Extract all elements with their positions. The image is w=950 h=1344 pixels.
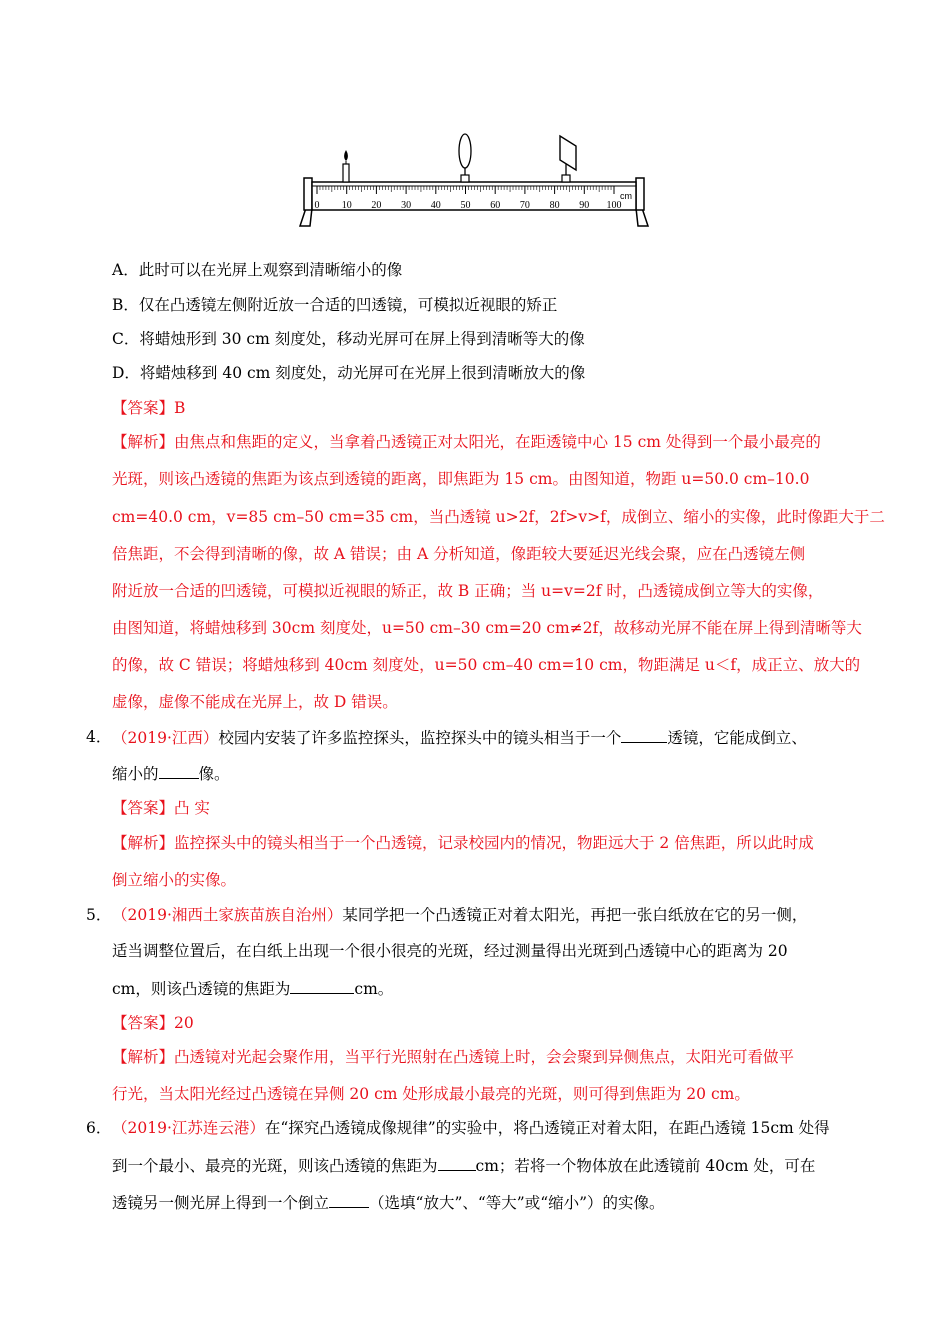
option-b: B．仅在凸透镜左侧附近放一合适的凹透镜，可模拟近视眼的矫正 [112,296,558,314]
q3-analysis-line: 光斑，则该凸透镜的焦距为该点到透镜的距离，即焦距为 15 cm。由图知道，物距 u=50.0 cm–10.0 [112,470,810,488]
q3-analysis-line: 虚像，虚像不能成在光屏上，故 D 错误。 [112,693,398,711]
scale-tick-label: 70 [519,200,530,211]
q3-analysis-line: 的像，故 C 错误；将蜡烛移到 40cm 刻度处，u=50 cm–40 cm=10 cm，物距满足 u＜f，成正立、放大的 [112,656,861,674]
scale-tick-label: 60 [490,200,501,211]
q5-stem-line3: cm，则该凸透镜的焦距为 cm。 [112,980,394,998]
scale-tick-label: 20 [371,200,382,211]
q5-stem-line1: （2019·湘西土家族苗族自治州）某同学把一个凸透镜正对着太阳光，再把一张白纸放在它的另一侧， [112,906,808,924]
scale-tick-label: 0 [314,200,320,211]
question-number: 4． [86,728,112,746]
option-c: C．将蜡烛形到 30 cm 刻度处，移动光屏可在屏上得到清晰等大的像 [112,330,585,348]
q5-stem-line2: 适当调整位置后，在白纸上出现一个很小很亮的光斑，经过测量得出光斑到凸透镜中心的距离为 20 [112,942,788,960]
q4-analysis-line: 【解析】监控探头中的镜头相当于一个凸透镜，记录校园内的情况，物距远大于 2 倍焦距，所以此时成 [112,834,814,852]
q3-analysis-line: 倍焦距，不会得到清晰的像，故 A 错误；由 A 分析知道，像距较大要延迟光线会聚，应在凸透镜左侧 [112,545,806,563]
answer-blank [329,1192,369,1208]
option-a: A．此时可以在光屏上观察到清晰缩小的像 [112,261,403,279]
convex-lens [459,134,471,182]
q3-answer: 【答案】B [112,399,186,417]
scale-unit: cm [620,191,632,201]
q6-stem-line1: （2019·江苏连云港）在“探究凸透镜成像规律”的实验中，将凸透镜正对着太阳，在距凸透镜 15cm 处得 [112,1119,830,1137]
candle [343,150,349,182]
q5-answer: 【答案】20 [112,1014,194,1032]
light-screen [560,136,576,182]
bench-left-post [304,178,312,210]
q4-answer: 【答案】凸 实 [112,799,210,817]
question-number: 5． [86,906,112,924]
scale-tick-label: 80 [549,200,560,211]
option-d: D．将蜡烛移到 40 cm 刻度处，动光屏可在光屏上很到清晰放大的像 [112,364,586,382]
q4-source: （2019·江西） [112,729,219,747]
q4-stem-line2: 缩小的 像。 [112,765,230,783]
q3-analysis-line: cm=40.0 cm，v=85 cm–50 cm=35 cm，当凸透镜 u>2f，2f>v>f，成倒立、缩小的实像，此时像距大于二 [112,508,885,526]
q6-stem-line2: 到一个最小、最亮的光斑，则该凸透镜的焦距为 cm；若将一个物体放在此透镜前 40cm 处，可在 [112,1157,816,1175]
q5-analysis-line: 【解析】凸透镜对光起会聚作用，当平行光照射在凸透镜上时，会会聚到异侧焦点，太阳光可看做平 [112,1048,795,1066]
answer-blank [290,978,354,994]
bench-right-post [636,178,644,210]
scale-tick-label: 40 [430,200,441,211]
q3-analysis-line: 由图知道，将蜡烛移到 30cm 刻度处，u=50 cm–30 cm=20 cm≠2f，故移动光屏不能在屏上得到清晰等大 [112,619,862,637]
q3-analysis-line: 【解析】由焦点和焦距的定义，当拿着凸透镜正对太阳光，在距透镜中心 15 cm 处得到一个最小最亮的 [112,433,821,451]
scale-tick-label: 10 [341,200,352,211]
q4-analysis-line: 倒立缩小的实像。 [112,871,237,889]
answer-blank [621,727,667,743]
answer-blank [159,763,199,779]
scale-tick-label: 30 [401,200,412,211]
q6-source: （2019·江苏连云港） [112,1119,265,1137]
q3-analysis-line: 附近放一合适的凹透镜，可模拟近视眼的矫正，故 B 正确；当 u=v=2f 时，凸透镜成倒立等大的实像， [112,582,824,600]
optical-bench-figure [298,130,650,230]
question-number: 6． [86,1119,112,1137]
scale-tick-label: 100 [606,200,622,211]
scale-tick-label: 50 [460,200,471,211]
q5-source: （2019·湘西土家族苗族自治州） [112,906,343,924]
answer-blank [438,1155,476,1171]
q5-analysis-line: 行光，当太阳光经过凸透镜在异侧 20 cm 处形成最小最亮的光斑，则可得到焦距为 20 cm。 [112,1085,750,1103]
scale-tick-label: 90 [579,200,590,211]
q6-stem-line3: 透镜另一侧光屏上得到一个倒立 （选填“放大”、“等大”或“缩小”）的实像。 [112,1194,665,1212]
q4-stem-line1: （2019·江西）校园内安装了许多监控探头，监控探头中的镜头相当于一个 透镜，它能成倒立、 [112,729,807,747]
